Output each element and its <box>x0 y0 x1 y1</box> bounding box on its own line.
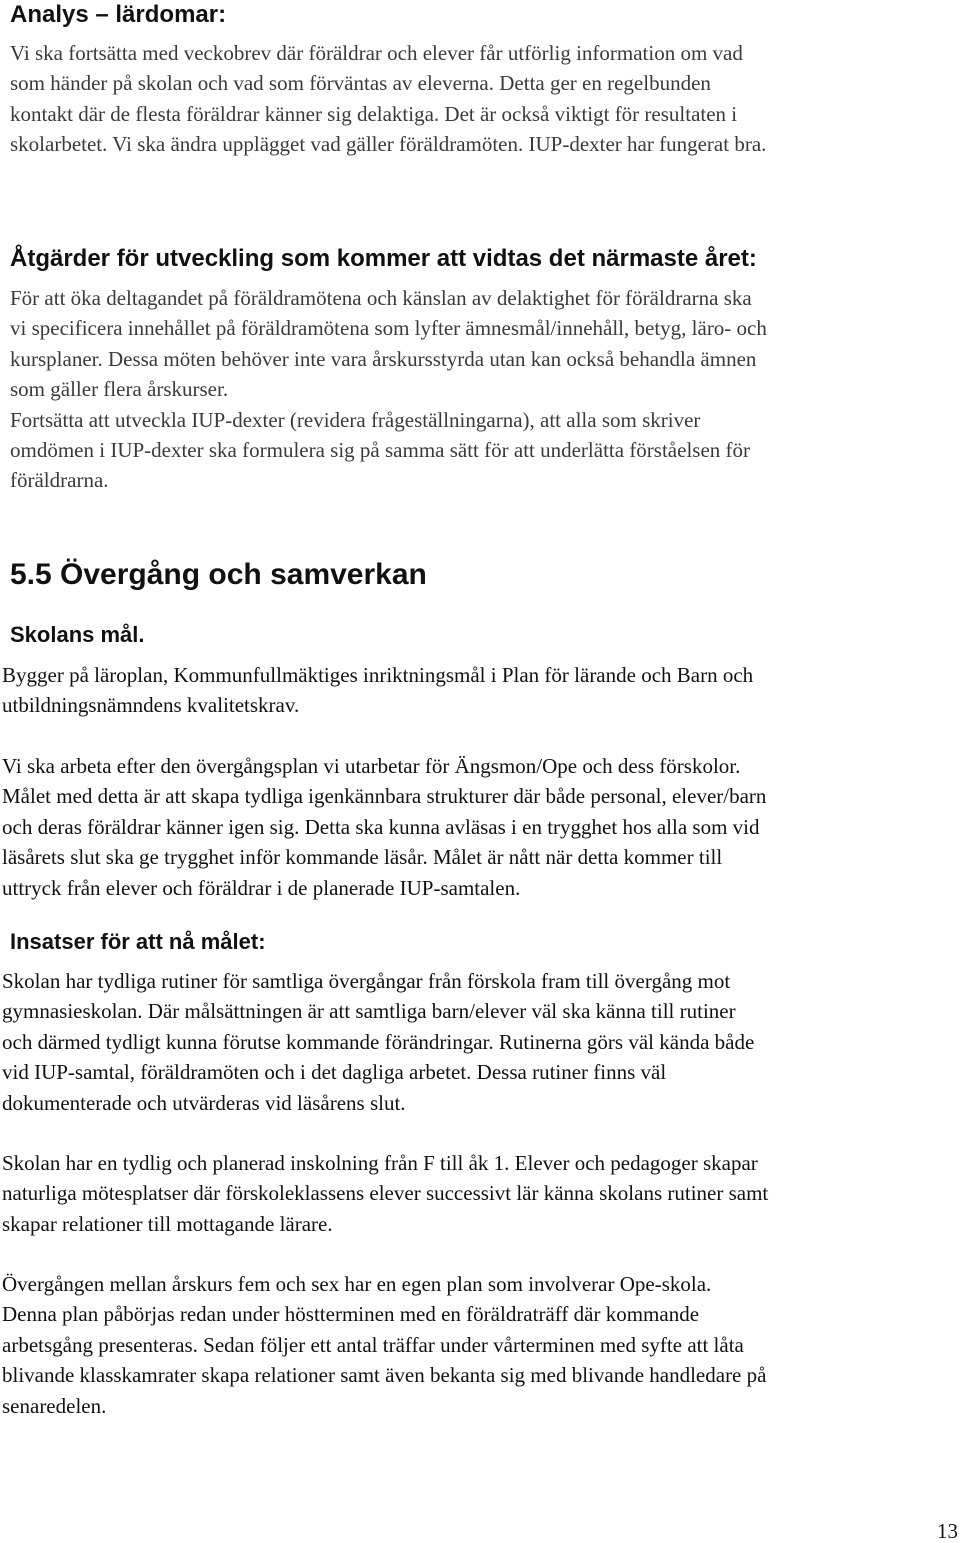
paragraph-analys <box>10 38 958 160</box>
text-line: vi specificera innehållet på föräldramötena som lyfter ämnesmål/innehåll, betyg, läro- och <box>10 316 767 341</box>
text-line: senaredelen. <box>2 1393 107 1418</box>
text-line: kursplaner. Dessa möten behöver inte vara årskursstyrda utan kan också behandla ämnen <box>10 346 757 371</box>
text-line: För att öka deltagandet på föräldramötena och känslan av delaktighet för föräldrarna ska <box>10 286 752 310</box>
text-line: Målet med detta är att skapa tydliga igenkännbara strukturer där både personal, elever/barn <box>2 784 767 809</box>
text-line: Skolan har en tydlig och planerad inskolning från F till åk 1. Elever och pedagoger skapar <box>2 1151 758 1175</box>
text-line: gymnasieskolan. Där målsättningen är att samtliga barn/elever väl ska känna till rutiner <box>2 999 736 1024</box>
heading-atgarder: Åtgärder för utveckling som kommer att vidtas det närmaste året: <box>10 245 757 272</box>
text-line: som händer på skolan och vad som förväntas av eleverna. Detta ger en regelbunden <box>10 71 711 96</box>
text-line: kontakt där de flesta föräldrar känner sig delaktiga. Det är också viktigt för resultaten i <box>10 101 738 126</box>
text-line: läsårets slut ska ge trygghet inför kommande läsår. Målet är nått när detta kommer till <box>2 845 723 870</box>
text-line: naturliga mötesplatser där förskoleklassens elever successivt lär känna skolans rutiner samt <box>2 1181 769 1206</box>
text-line: utbildningsnämndens kvalitetskrav. <box>2 693 300 718</box>
text-line: Fortsätta att utveckla IUP-dexter (revidera frågeställningarna), att alla som skriver <box>10 407 701 432</box>
page-number: 13 <box>937 1519 958 1543</box>
text-line: som gäller flera årskurser. <box>10 377 229 402</box>
text-line: föräldrarna. <box>10 468 109 493</box>
text-line: och deras föräldrar känner igen sig. Detta ska kunna avläsas i en trygghet hos alla som vid <box>2 814 760 839</box>
heading-analys: Analys – lärdomar: <box>10 1 227 28</box>
text-line: Skolan har tydliga rutiner för samtliga övergångar från förskola fram till övergång mot <box>2 969 731 993</box>
text-line: arbetsgång presenteras. Sedan följer ett antal träffar under vårterminen med syfte att låta <box>2 1332 744 1357</box>
text-line: skolarbetet. Vi ska ändra upplägget vad gäller föräldramöten. IUP-dexter har fungerat bra. <box>10 132 767 157</box>
paragraph-skolans-mal-1 <box>2 660 958 721</box>
heading-skolans-mal: Skolans mål. <box>10 622 145 647</box>
text-line: uttryck från elever och föräldrar i de planerade IUP-samtalen. <box>2 875 521 900</box>
text-line: blivande klasskamrater skapa relationer samt även bekanta sig med blivande handledare på <box>2 1363 767 1388</box>
text-line: Denna plan påbörjas redan under höstterminen med en föräldraträff där kommande <box>2 1302 700 1327</box>
text-line: vid IUP-samtal, föräldramöten och i det dagliga arbetet. Dessa rutiner finns väl <box>2 1060 667 1085</box>
text-line: dokumenterade och utvärderas vid läsårens slut. <box>2 1090 406 1115</box>
paragraph-insatser-1 <box>2 966 958 1118</box>
paragraph-insatser-3 <box>2 1269 958 1421</box>
paragraph-atgarder <box>10 283 958 496</box>
text-line: Vi ska arbeta efter den övergångsplan vi utarbetar för Ängsmon/Ope och dess förskolor. <box>2 754 741 778</box>
heading-insatser: Insatser för att nå målet: <box>10 929 266 954</box>
text-line: och därmed tydligt kunna förutse kommande förändringar. Rutinerna görs väl kända både <box>2 1029 755 1054</box>
text-line: omdömen i IUP-dexter ska formulera sig på samma sätt för att underlätta förståelsen för <box>10 438 751 463</box>
text-line: Övergången mellan årskurs fem och sex har en egen plan som involverar Ope-skola. <box>2 1272 712 1296</box>
text-line: Bygger på läroplan, Kommunfullmäktiges inriktningsmål i Plan för lärande och Barn och <box>2 663 754 687</box>
paragraph-insatser-2 <box>2 1148 958 1239</box>
text-line: skapar relationer till mottagande lärare. <box>2 1211 333 1236</box>
text-line: Vi ska fortsätta med veckobrev där föräldrar och elever får utförlig information om vad <box>10 41 743 65</box>
paragraph-skolans-mal-2 <box>2 751 958 903</box>
section-title: 5.5 Övergång och samverkan <box>10 558 427 591</box>
